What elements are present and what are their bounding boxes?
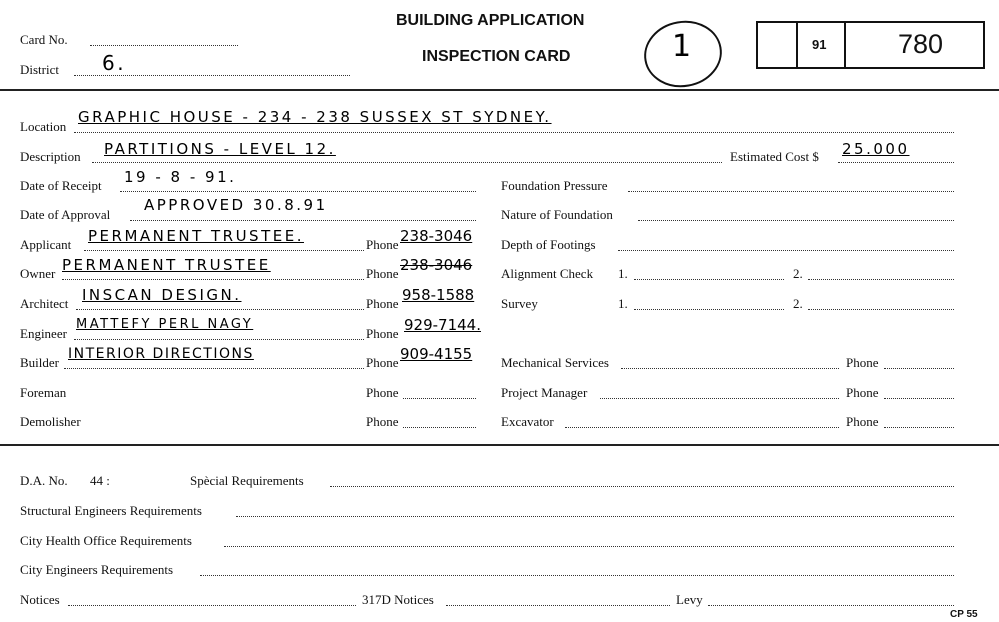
builder-value: INTERIOR DIRECTIONS bbox=[68, 346, 254, 362]
excavator-label: Excavator bbox=[501, 414, 554, 429]
engineer-label: Engineer bbox=[20, 326, 67, 341]
mechanical-phone-line bbox=[884, 368, 954, 369]
survey-num-2: 2. bbox=[793, 296, 803, 311]
middle-divider bbox=[0, 444, 999, 446]
demolisher-label: Demolisher bbox=[20, 414, 81, 429]
applicant-label: Applicant bbox=[20, 237, 72, 252]
card-number-box bbox=[756, 21, 985, 69]
applicant-phone-label: Phone bbox=[366, 237, 399, 252]
description-line bbox=[92, 162, 722, 163]
circled-number: 1 bbox=[672, 29, 694, 64]
builder-phone-label: Phone bbox=[366, 355, 399, 370]
city-health-label: City Health Office Requirements bbox=[20, 533, 192, 548]
notices-label: Notices bbox=[20, 592, 60, 607]
engineer-phone-label: Phone bbox=[366, 326, 399, 341]
top-divider bbox=[0, 89, 999, 91]
owner-phone-value: 238-3046 bbox=[400, 256, 473, 274]
city-engineers-label: City Engineers Requirements bbox=[20, 562, 174, 577]
date-approval-label: Date of Approval bbox=[20, 207, 111, 222]
demolisher-phone-line bbox=[403, 427, 476, 428]
city-health-line bbox=[224, 546, 954, 547]
structural-engineers-line bbox=[236, 516, 954, 517]
applicant-phone-value: 238-3046 bbox=[400, 227, 473, 245]
project-manager-phone-label: Phone bbox=[846, 385, 879, 400]
architect-phone-label: Phone bbox=[366, 296, 399, 311]
nature-foundation-label: Nature of Foundation bbox=[501, 207, 613, 222]
engineer-value: MATTEFY PERL NAGY bbox=[76, 317, 254, 332]
excavator-phone-line bbox=[884, 427, 954, 428]
description-label: Description bbox=[20, 149, 81, 164]
depth-footings-label: Depth of Footings bbox=[501, 237, 596, 252]
project-manager-phone-line bbox=[884, 398, 954, 399]
owner-value: PERMANENT TRUSTEE bbox=[62, 256, 271, 274]
architect-phone-value: 958-1588 bbox=[402, 286, 475, 304]
form-subtitle: INSPECTION CARD bbox=[422, 48, 571, 65]
excavator-phone-label: Phone bbox=[846, 414, 879, 429]
engineer-line bbox=[74, 339, 364, 340]
date-receipt-label: Date of Receipt bbox=[20, 178, 102, 193]
foreman-phone-line bbox=[403, 398, 476, 399]
card-no-label: Card No. bbox=[20, 32, 68, 47]
district-line bbox=[74, 75, 350, 76]
architect-value: INSCAN DESIGN. bbox=[82, 286, 242, 304]
mechanical-label: Mechanical Services bbox=[501, 355, 609, 370]
foundation-pressure-label: Foundation Pressure bbox=[501, 178, 608, 193]
nature-foundation-line bbox=[638, 220, 954, 221]
district-value: 6. bbox=[102, 51, 127, 75]
owner-label: Owner bbox=[20, 266, 56, 281]
owner-phone-label: Phone bbox=[366, 266, 399, 281]
location-line bbox=[74, 132, 954, 133]
demolisher-phone-label: Phone bbox=[366, 414, 399, 429]
survey-line-2 bbox=[808, 309, 954, 310]
survey-num-1: 1. bbox=[618, 296, 628, 311]
alignment-check-label: Alignment Check bbox=[501, 266, 594, 281]
project-manager-label: Project Manager bbox=[501, 385, 588, 400]
alignment-line-2 bbox=[808, 279, 954, 280]
footer-code: CP 55 bbox=[950, 609, 978, 620]
box-code: 91 bbox=[812, 37, 827, 52]
date-approval-line bbox=[130, 220, 476, 221]
da-no-value: 44 : bbox=[90, 473, 110, 488]
builder-label: Builder bbox=[20, 355, 59, 370]
alignment-num-1: 1. bbox=[618, 266, 628, 281]
foreman-phone-label: Phone bbox=[366, 385, 399, 400]
alignment-num-2: 2. bbox=[793, 266, 803, 281]
notices-317d-label: 317D Notices bbox=[362, 592, 434, 607]
date-receipt-line bbox=[120, 191, 476, 192]
owner-line bbox=[62, 279, 364, 280]
applicant-line bbox=[84, 250, 364, 251]
foundation-pressure-line bbox=[628, 191, 954, 192]
location-value: GRAPHIC HOUSE - 234 - 238 SUSSEX ST SYDNEY. bbox=[78, 108, 552, 126]
location-label: Location bbox=[20, 119, 67, 134]
levy-line bbox=[708, 605, 954, 606]
depth-footings-line bbox=[618, 250, 954, 251]
foreman-label: Foreman bbox=[20, 385, 67, 400]
mechanical-line bbox=[621, 368, 839, 369]
architect-line bbox=[76, 309, 364, 310]
special-requirements-line bbox=[330, 486, 954, 487]
estimated-cost-value: 25.000 bbox=[842, 140, 910, 158]
applicant-value: PERMANENT TRUSTEE. bbox=[88, 227, 304, 245]
notices-line bbox=[68, 605, 356, 606]
alignment-line-1 bbox=[634, 279, 784, 280]
excavator-line bbox=[565, 427, 839, 428]
survey-line-1 bbox=[634, 309, 784, 310]
special-requirements-label: Spècial Requirements bbox=[190, 473, 304, 488]
date-receipt-value: 19 - 8 - 91. bbox=[124, 168, 237, 186]
engineer-phone-value: 929-7144. bbox=[404, 316, 481, 334]
date-approval-value: APPROVED 30.8.91 bbox=[144, 196, 328, 214]
estimated-cost-line bbox=[838, 162, 954, 163]
architect-label: Architect bbox=[20, 296, 69, 311]
form-title: BUILDING APPLICATION bbox=[396, 12, 585, 29]
builder-phone-value: 909-4155 bbox=[400, 345, 473, 363]
description-value: PARTITIONS - LEVEL 12. bbox=[104, 140, 336, 158]
da-no-label: D.A. No. bbox=[20, 473, 68, 488]
district-label: District bbox=[20, 62, 59, 77]
levy-label: Levy bbox=[676, 592, 703, 607]
mechanical-phone-label: Phone bbox=[846, 355, 879, 370]
city-engineers-line bbox=[200, 575, 954, 576]
project-manager-line bbox=[600, 398, 839, 399]
structural-engineers-label: Structural Engineers Requirements bbox=[20, 503, 202, 518]
card-no-line bbox=[90, 45, 238, 46]
survey-label: Survey bbox=[501, 296, 538, 311]
estimated-cost-label: Estimated Cost $ bbox=[730, 149, 819, 164]
box-number: 780 bbox=[898, 29, 944, 59]
builder-line bbox=[64, 368, 364, 369]
notices-317d-line bbox=[446, 605, 670, 606]
